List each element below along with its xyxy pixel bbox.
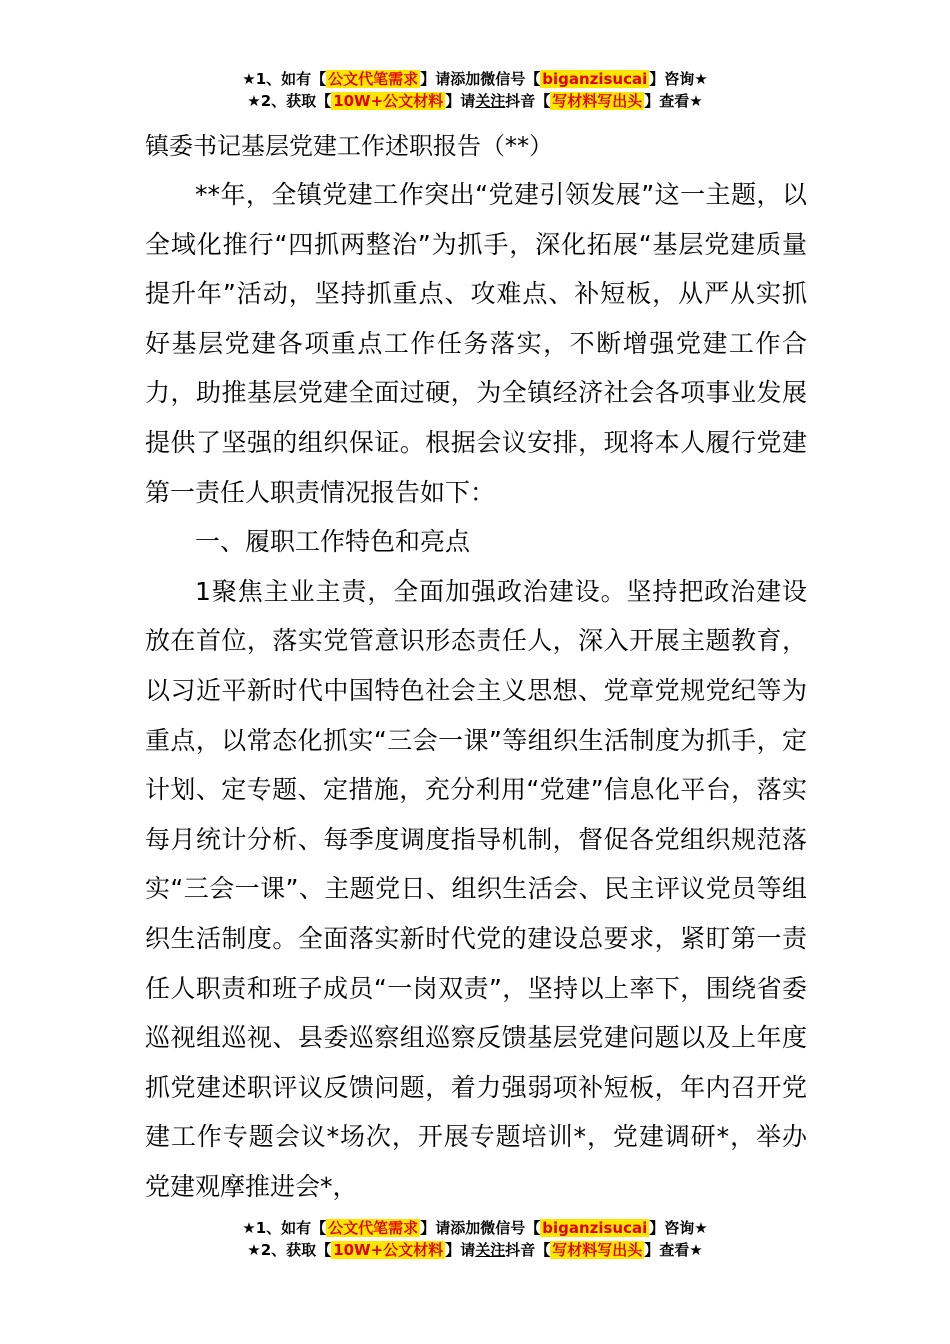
promo-text: 】咨询★ <box>649 1219 708 1237</box>
promo-text: 】请 <box>445 1241 476 1259</box>
promo-line-1 <box>0 1217 950 1239</box>
promo-text: 】查看★ <box>644 1241 703 1259</box>
document-title: 镇委书记基层党建工作述职报告（**） <box>145 132 553 160</box>
paragraph-item-1: 1聚焦主业主责，全面加强政治建设。坚持把政治建设放在首位，落实党管意识形态责任人，深入开展主题教育，以习近平新时代中国特色社会主义思想、党章党规党纪等为重点，以常态化抓实“三会一课”等组织生活制度为抓手，定计划、定专题、定措施，充分利用“党建”信息化平台，落实每月统计分析、每季度调度指导机制，督促各党组织规范落实“三会一课”、主题党日、组织生活会、民主评议党员等组织生活制度。全面落实新时代党的建设总要求，紧盯第一责任人职责和班子成员“一岗双责”，坚持以上率下，围绕省委巡视组巡视、县委巡察组巡察反馈基层党建问题以及上年度抓党建述职评议反馈问题，着力强弱项补短板，年内召开党建工作专题会议*场次，开展专题培训*，党建调研*，举办党建观摩推进会*， <box>145 576 807 1201</box>
promo-text: ★1、如有【 <box>242 1219 327 1237</box>
promo-highlight: 公文代笔需求 <box>328 1219 419 1237</box>
promo-line-2 <box>0 1239 950 1261</box>
paragraph-intro: **年，全镇党建工作突出“党建引领发展”这一主题，以全域化推行“四抓两整治”为抓手，深化拓展“基层党建质量提升年”活动，坚持抓重点、攻难点、补短板，从严从实抓好基层党建各项重点工作任务落实，不断增强党建工作合力，助推基层党建全面过硬，为全镇经济社会各项事业发展提供了坚强的组织保证。根据会议安排，现将本人履行党建第一责任人职责情况报告如下： <box>145 180 807 507</box>
promo-highlight-wechat: biganzisucai <box>542 70 648 88</box>
promo-line-1 <box>0 68 950 90</box>
promo-highlight-wechat: biganzisucai <box>542 1219 648 1237</box>
promo-line-2 <box>0 90 950 112</box>
promo-text: 抖音【 <box>505 92 551 110</box>
promo-text-underlined: 关注 <box>475 1241 506 1259</box>
promo-text: 】查看★ <box>644 92 703 110</box>
promo-highlight: 公文代笔需求 <box>328 70 419 88</box>
promo-text-underlined: 关注 <box>475 92 506 110</box>
promo-highlight-douyin: 写材料写出头 <box>552 92 643 110</box>
promo-text: ★1、如有【 <box>242 70 327 88</box>
promo-text: 】请添加微信号【 <box>420 70 541 88</box>
promo-text: 】请添加微信号【 <box>420 1219 541 1237</box>
section-heading: 一、履职工作特色和亮点 <box>195 527 471 557</box>
promo-banner-top <box>0 68 950 112</box>
promo-highlight: 10W+公文材料 <box>333 1241 444 1259</box>
promo-banner-bottom <box>0 1217 950 1261</box>
promo-text: 】咨询★ <box>649 70 708 88</box>
promo-text: 】请 <box>445 92 476 110</box>
promo-text: ★2、获取【 <box>247 1241 332 1259</box>
document-body <box>145 170 807 1211</box>
promo-text: ★2、获取【 <box>247 92 332 110</box>
promo-text: 抖音【 <box>505 1241 551 1259</box>
promo-highlight-douyin: 写材料写出头 <box>552 1241 643 1259</box>
promo-highlight: 10W+公文材料 <box>333 92 444 110</box>
